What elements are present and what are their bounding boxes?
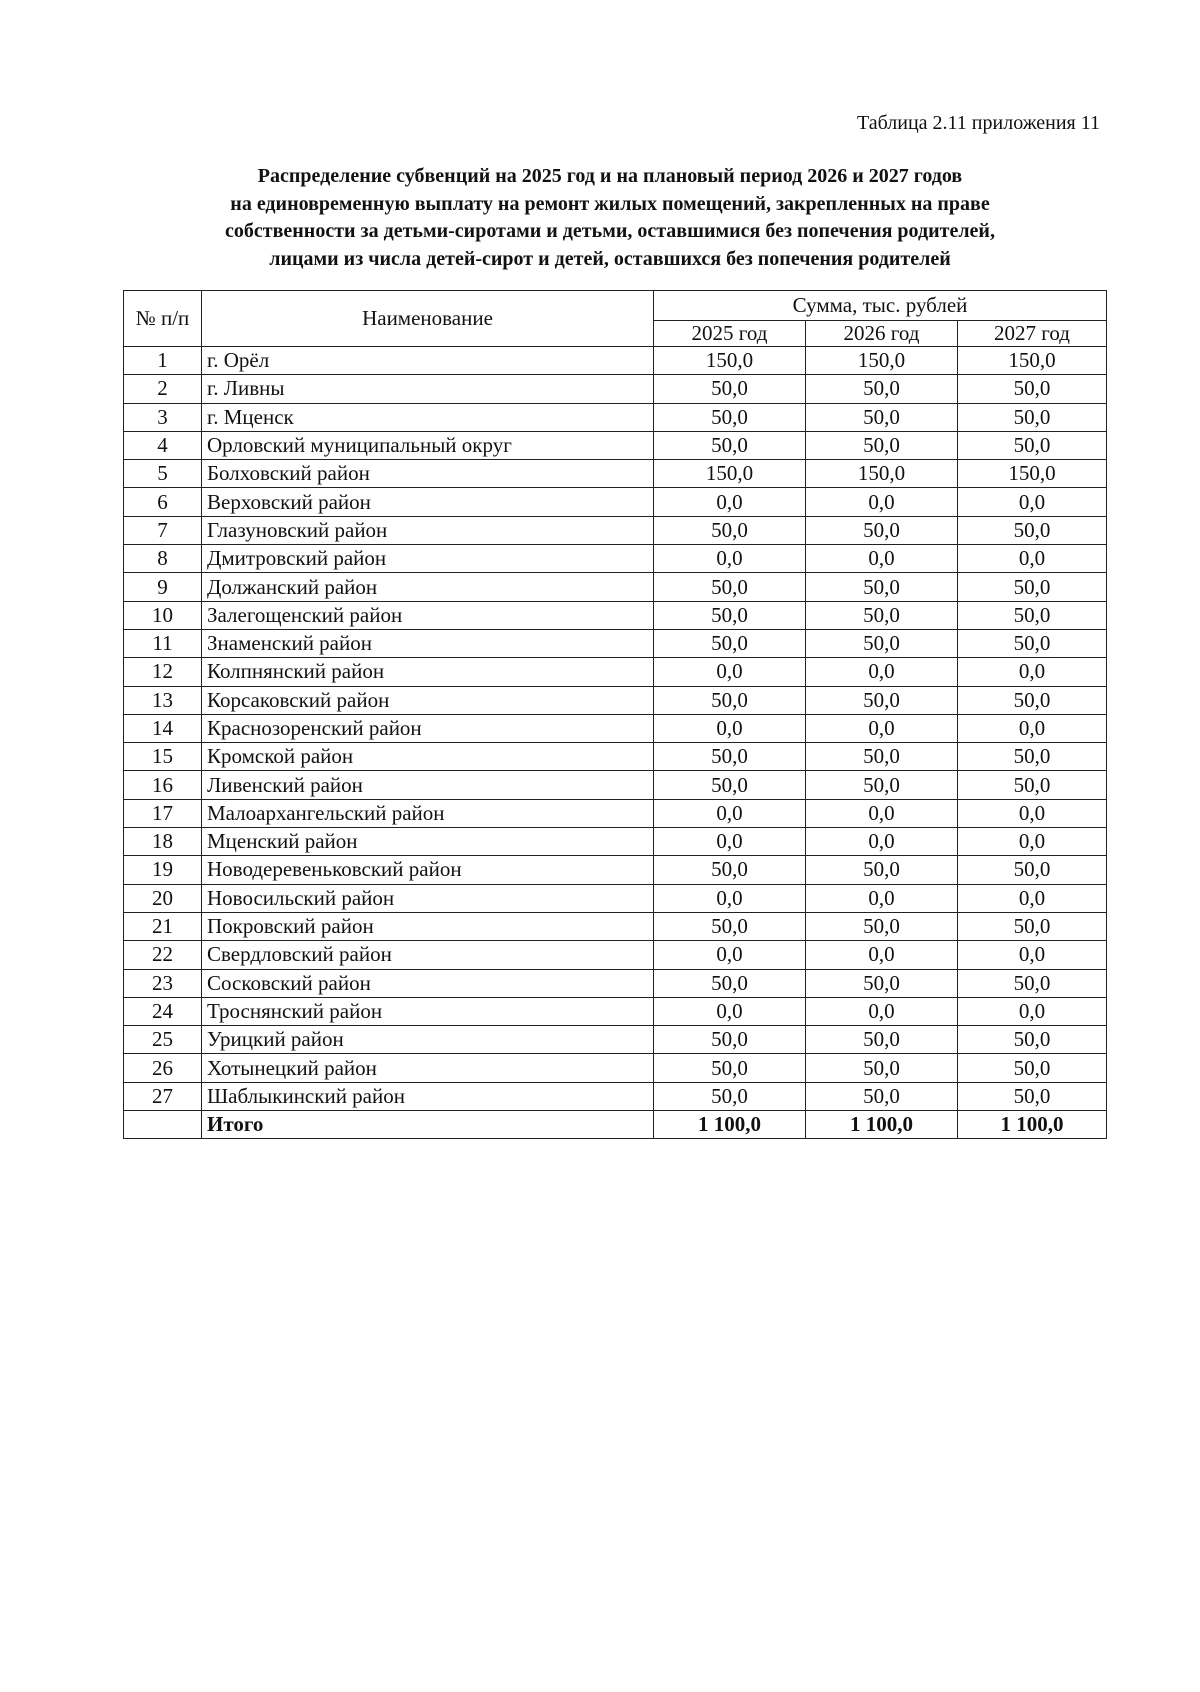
row-name: Ливенский район — [202, 771, 654, 799]
row-value-2026: 50,0 — [806, 686, 958, 714]
row-value-2026: 50,0 — [806, 1082, 958, 1110]
row-value-2025: 0,0 — [654, 884, 806, 912]
row-number: 20 — [124, 884, 202, 912]
row-value-2025: 50,0 — [654, 375, 806, 403]
row-value-2025: 50,0 — [654, 1082, 806, 1110]
row-number: 23 — [124, 969, 202, 997]
row-number: 13 — [124, 686, 202, 714]
table-row — [124, 1082, 1107, 1110]
row-value-2025: 0,0 — [654, 828, 806, 856]
row-number: 9 — [124, 573, 202, 601]
row-value-2027: 0,0 — [958, 799, 1107, 827]
row-value-2025: 50,0 — [654, 629, 806, 657]
row-value-2027: 50,0 — [958, 856, 1107, 884]
row-name: Верховский район — [202, 488, 654, 516]
table-row — [124, 969, 1107, 997]
row-value-2025: 50,0 — [654, 573, 806, 601]
row-name: Троснянский район — [202, 997, 654, 1025]
row-name: Кромской район — [202, 743, 654, 771]
row-value-2026: 50,0 — [806, 375, 958, 403]
document-title — [125, 163, 1095, 273]
table-row — [124, 403, 1107, 431]
title-line: Распределение субвенций на 2025 год и на плановый период 2026 и 2027 годов — [257, 165, 963, 187]
row-value-2026: 0,0 — [806, 488, 958, 516]
row-number: 11 — [124, 629, 202, 657]
table-row — [124, 828, 1107, 856]
row-name: Шаблыкинский район — [202, 1082, 654, 1110]
row-value-2026: 50,0 — [806, 573, 958, 601]
header-year-2027: 2027 год — [958, 321, 1107, 347]
row-name: Глазуновский район — [202, 516, 654, 544]
row-value-2026: 150,0 — [806, 347, 958, 375]
row-value-2027: 50,0 — [958, 1026, 1107, 1054]
row-value-2026: 50,0 — [806, 1054, 958, 1082]
total-value-2027: 1 100,0 — [958, 1111, 1107, 1139]
row-value-2027: 50,0 — [958, 573, 1107, 601]
row-number: 25 — [124, 1026, 202, 1054]
row-value-2027: 50,0 — [958, 912, 1107, 940]
table-header-row — [124, 291, 1107, 321]
row-number: 1 — [124, 347, 202, 375]
header-num: № п/п — [124, 291, 202, 347]
row-value-2025: 0,0 — [654, 714, 806, 742]
table-row — [124, 743, 1107, 771]
row-number: 14 — [124, 714, 202, 742]
table-row — [124, 431, 1107, 459]
header-name: Наименование — [202, 291, 654, 347]
row-value-2026: 50,0 — [806, 771, 958, 799]
row-name: Мценский район — [202, 828, 654, 856]
table-row — [124, 941, 1107, 969]
row-number: 26 — [124, 1054, 202, 1082]
row-value-2025: 50,0 — [654, 431, 806, 459]
row-number: 24 — [124, 997, 202, 1025]
table-row — [124, 686, 1107, 714]
table-row — [124, 771, 1107, 799]
row-value-2026: 50,0 — [806, 1026, 958, 1054]
row-value-2027: 50,0 — [958, 403, 1107, 431]
row-name: Хотынецкий район — [202, 1054, 654, 1082]
row-number: 15 — [124, 743, 202, 771]
row-name: Орловский муниципальный округ — [202, 431, 654, 459]
row-name: Малоархангельский район — [202, 799, 654, 827]
row-name: г. Мценск — [202, 403, 654, 431]
row-number: 10 — [124, 601, 202, 629]
table-row — [124, 1054, 1107, 1082]
row-value-2027: 50,0 — [958, 601, 1107, 629]
row-name: Урицкий район — [202, 1026, 654, 1054]
row-value-2025: 0,0 — [654, 658, 806, 686]
row-value-2026: 50,0 — [806, 629, 958, 657]
table-row — [124, 799, 1107, 827]
header-year-2026: 2026 год — [806, 321, 958, 347]
row-number: 16 — [124, 771, 202, 799]
row-value-2025: 50,0 — [654, 969, 806, 997]
header-year-2025: 2025 год — [654, 321, 806, 347]
row-value-2026: 0,0 — [806, 714, 958, 742]
row-value-2025: 50,0 — [654, 601, 806, 629]
row-number: 2 — [124, 375, 202, 403]
row-name: Залегощенский район — [202, 601, 654, 629]
row-number: 7 — [124, 516, 202, 544]
row-value-2025: 0,0 — [654, 799, 806, 827]
total-row — [124, 1111, 1107, 1139]
total-value-2026: 1 100,0 — [806, 1111, 958, 1139]
row-value-2026: 50,0 — [806, 403, 958, 431]
row-value-2026: 0,0 — [806, 799, 958, 827]
row-value-2027: 0,0 — [958, 545, 1107, 573]
row-value-2026: 50,0 — [806, 969, 958, 997]
row-value-2027: 0,0 — [958, 828, 1107, 856]
table-row — [124, 856, 1107, 884]
row-value-2026: 50,0 — [806, 431, 958, 459]
row-number: 8 — [124, 545, 202, 573]
table-caption: Таблица 2.11 приложения 11 — [857, 112, 1100, 134]
row-value-2027: 0,0 — [958, 997, 1107, 1025]
row-value-2025: 50,0 — [654, 1054, 806, 1082]
row-value-2025: 0,0 — [654, 488, 806, 516]
row-value-2025: 50,0 — [654, 1026, 806, 1054]
row-value-2026: 0,0 — [806, 545, 958, 573]
subvention-table — [123, 290, 1107, 1139]
row-value-2027: 50,0 — [958, 375, 1107, 403]
table-row — [124, 375, 1107, 403]
row-value-2026: 0,0 — [806, 884, 958, 912]
table-row — [124, 601, 1107, 629]
table-row — [124, 347, 1107, 375]
table-row — [124, 997, 1107, 1025]
title-line: лицами из числа детей-сирот и детей, оставшихся без попечения родителей — [269, 247, 951, 270]
row-value-2025: 0,0 — [654, 997, 806, 1025]
row-value-2026: 50,0 — [806, 912, 958, 940]
row-name: Покровский район — [202, 912, 654, 940]
row-value-2027: 50,0 — [958, 969, 1107, 997]
row-name: г. Орёл — [202, 347, 654, 375]
row-value-2026: 150,0 — [806, 460, 958, 488]
row-value-2027: 50,0 — [958, 771, 1107, 799]
table-row — [124, 516, 1107, 544]
row-name: Колпнянский район — [202, 658, 654, 686]
table-row — [124, 912, 1107, 940]
table-row — [124, 460, 1107, 488]
table-row — [124, 488, 1107, 516]
row-number: 22 — [124, 941, 202, 969]
row-value-2026: 50,0 — [806, 601, 958, 629]
row-value-2026: 50,0 — [806, 516, 958, 544]
title-line: собственности за детьми-сиротами и детьми, оставшимися без попечения родителей, — [225, 220, 995, 242]
total-value-2025: 1 100,0 — [654, 1111, 806, 1139]
row-number: 27 — [124, 1082, 202, 1110]
table-row — [124, 573, 1107, 601]
row-value-2025: 50,0 — [654, 912, 806, 940]
table-row — [124, 1026, 1107, 1054]
row-value-2027: 50,0 — [958, 1054, 1107, 1082]
row-number: 4 — [124, 431, 202, 459]
table-row — [124, 629, 1107, 657]
table-row — [124, 884, 1107, 912]
row-name: Новосильский район — [202, 884, 654, 912]
row-name: Дмитровский район — [202, 545, 654, 573]
row-value-2027: 0,0 — [958, 884, 1107, 912]
row-value-2026: 0,0 — [806, 997, 958, 1025]
row-value-2026: 0,0 — [806, 828, 958, 856]
row-value-2025: 50,0 — [654, 403, 806, 431]
row-name: Должанский район — [202, 573, 654, 601]
row-number: 17 — [124, 799, 202, 827]
row-value-2027: 150,0 — [958, 460, 1107, 488]
row-name: Свердловский район — [202, 941, 654, 969]
row-value-2026: 0,0 — [806, 658, 958, 686]
row-value-2027: 50,0 — [958, 743, 1107, 771]
row-value-2025: 50,0 — [654, 743, 806, 771]
table-row — [124, 658, 1107, 686]
header-sum: Сумма, тыс. рублей — [654, 291, 1107, 321]
table-row — [124, 545, 1107, 573]
row-value-2025: 50,0 — [654, 686, 806, 714]
row-value-2025: 0,0 — [654, 545, 806, 573]
total-label: Итого — [202, 1111, 654, 1139]
row-value-2027: 50,0 — [958, 1082, 1107, 1110]
row-name: Новодеревеньковский район — [202, 856, 654, 884]
row-value-2027: 0,0 — [958, 658, 1107, 686]
row-name: Корсаковский район — [202, 686, 654, 714]
row-value-2027: 0,0 — [958, 941, 1107, 969]
row-name: Сосковский район — [202, 969, 654, 997]
row-value-2025: 0,0 — [654, 941, 806, 969]
row-value-2027: 50,0 — [958, 686, 1107, 714]
row-number: 18 — [124, 828, 202, 856]
row-value-2025: 150,0 — [654, 347, 806, 375]
row-name: Болховский район — [202, 460, 654, 488]
title-line: на единовременную выплату на ремонт жилых помещений, закрепленных на праве — [230, 192, 990, 215]
row-value-2025: 50,0 — [654, 516, 806, 544]
row-value-2027: 50,0 — [958, 629, 1107, 657]
row-number: 5 — [124, 460, 202, 488]
row-value-2027: 50,0 — [958, 516, 1107, 544]
row-value-2025: 150,0 — [654, 460, 806, 488]
row-number: 12 — [124, 658, 202, 686]
row-name: Краснозоренский район — [202, 714, 654, 742]
row-value-2025: 50,0 — [654, 856, 806, 884]
row-name: г. Ливны — [202, 375, 654, 403]
row-value-2027: 0,0 — [958, 714, 1107, 742]
row-number: 21 — [124, 912, 202, 940]
row-value-2026: 50,0 — [806, 743, 958, 771]
table-row — [124, 714, 1107, 742]
row-name: Знаменский район — [202, 629, 654, 657]
row-number: 6 — [124, 488, 202, 516]
row-number: 3 — [124, 403, 202, 431]
row-value-2026: 50,0 — [806, 856, 958, 884]
row-value-2026: 0,0 — [806, 941, 958, 969]
row-value-2027: 0,0 — [958, 488, 1107, 516]
row-value-2025: 50,0 — [654, 771, 806, 799]
row-number: 19 — [124, 856, 202, 884]
row-value-2027: 50,0 — [958, 431, 1107, 459]
row-value-2027: 150,0 — [958, 347, 1107, 375]
total-number-empty — [124, 1111, 202, 1139]
